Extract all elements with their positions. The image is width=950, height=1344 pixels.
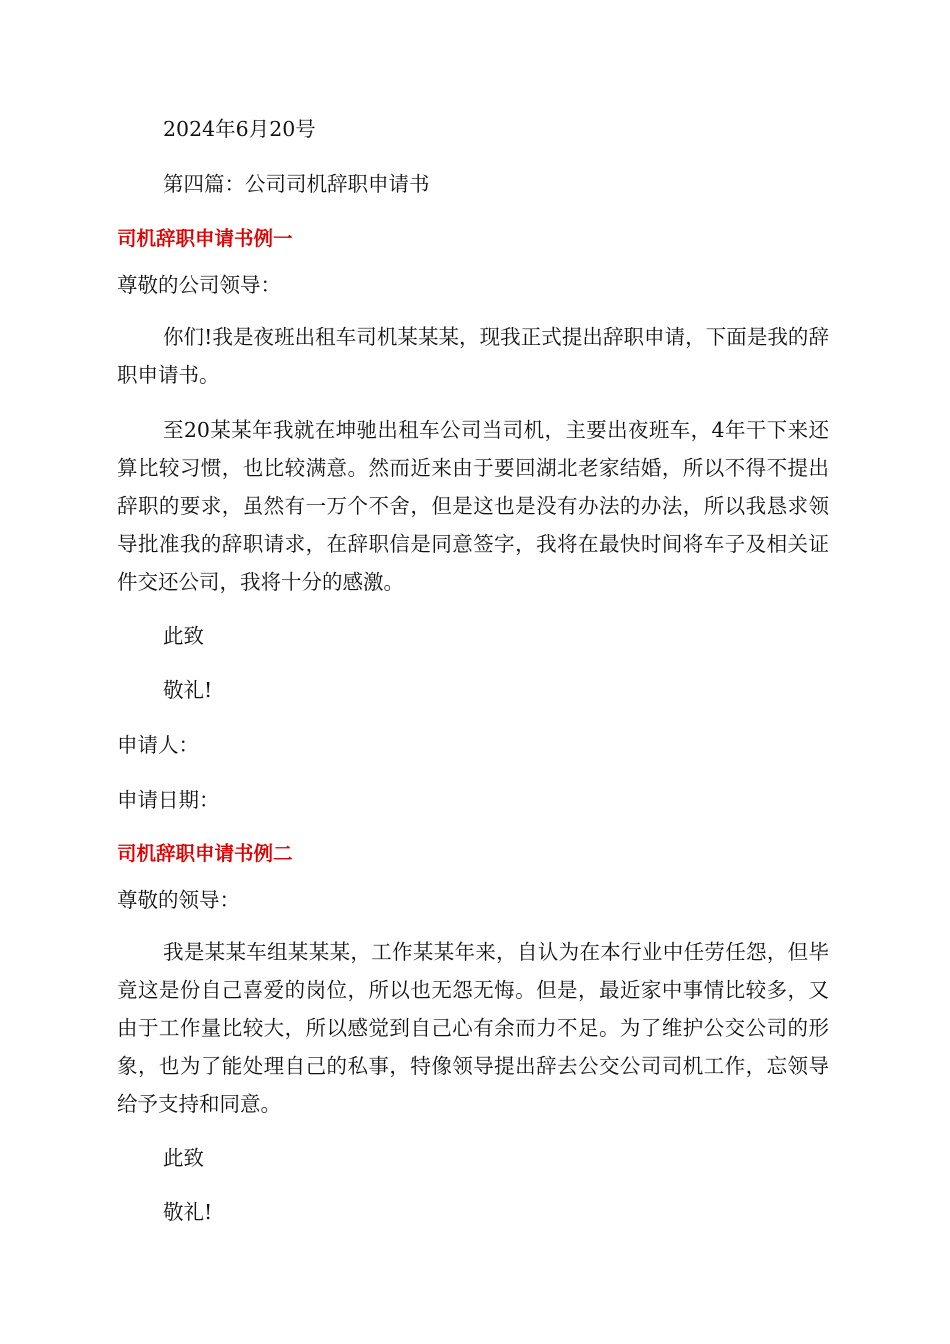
example1-salutation: 尊敬的公司领导： [117, 273, 281, 297]
example2-heading: 司机辞职申请书例二 [117, 842, 293, 865]
example2-paragraph-1: 我是某某车组某某某，工作某某年来，自认为在本行业中任劳任怨，但毕竟这是份自己喜爱的岗位，所以也无怨无悔。但是，最近家中事情比较多，又由于工作量比较大，所以感觉到自己心有余而力不足。为了维护公交公司的形象，也为了能处理自己的私事，特像领导提出辞去公交公司司机工作，忘领导给予支持和同意。 [117, 940, 829, 1116]
example2-closing-2: 敬礼! [163, 1200, 213, 1224]
example1-applicant-label: 申请人： [117, 733, 199, 757]
example1-heading: 司机辞职申请书例一 [117, 227, 293, 250]
example1-date-label: 申请日期： [117, 788, 220, 812]
example1-closing-1: 此致 [163, 624, 204, 648]
date-line: 2024年6月20号 [163, 117, 316, 141]
example2-salutation: 尊敬的领导： [117, 888, 240, 912]
example1-paragraph-2: 至20某某年我就在坤驰出租车公司当司机，主要出夜班车，4年干下来还算比较习惯，也比较满意。然而近来由于要回湖北老家结婚，所以不得不提出辞职的要求，虽然有一万个不舍，但是这也是没有办法的办法，所以我恳求领导批准我的辞职请求，在辞职信是同意签字，我将在最快时间将车子及相关证件交还公司，我将十分的感激。 [117, 418, 829, 594]
example1-paragraph-1: 你们!我是夜班出租车司机某某某，现我正式提出辞职申请，下面是我的辞职申请书。 [117, 325, 829, 387]
example2-closing-1: 此致 [163, 1146, 204, 1170]
section-title: 第四篇：公司司机辞职申请书 [163, 172, 430, 196]
example1-closing-2: 敬礼! [163, 678, 213, 702]
